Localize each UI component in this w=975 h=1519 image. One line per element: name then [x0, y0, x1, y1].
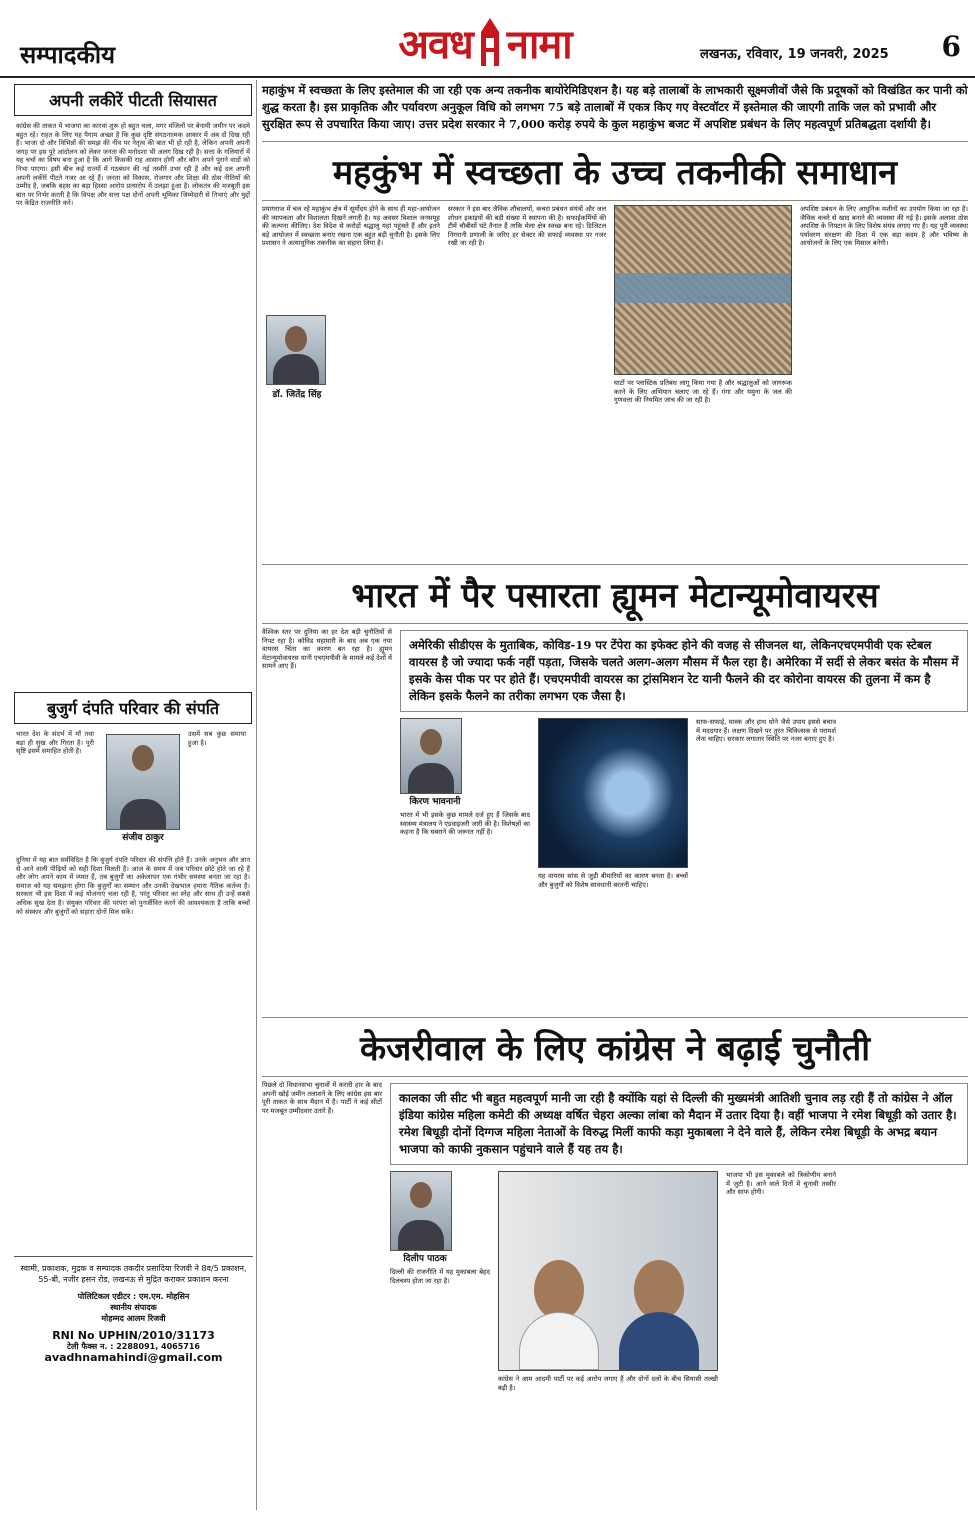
virus-image — [538, 718, 688, 868]
imprint-box — [14, 1256, 253, 1506]
author-story1-name: डॉ. जितेंद्र सिंह — [262, 387, 332, 400]
story3-col2 — [390, 1171, 490, 1519]
rni-number: RNI No UPHIN/2010/31173 — [52, 1329, 215, 1342]
story1-intro: महाकुंभ में स्वच्छता के लिए इस्तेमाल की जा रही एक अन्य तकनीक बायोरेमिडिएशन है। यह बड़े तालाबों के लाभकारी सूक्ष्मजीवों जैसे कि प्रदूषकों को विखंडित कर पानी को शुद्ध करता है। इस प्राकृतिक और पर्यावरण अनुकूल विधि को लगभग 75 बड़े तालाबों में एकत्र किए गए वेस्टवॉटर में इस्तेमाल की जाएगी ताकि जल को प्रभावी और सुरक्षित रूप से उपचारित किया जाए। उत्तर प्रदेश सरकार ने 7,000 करोड़ रुपये के कुल महाकुंभ बजट में अपशिष्ट प्रबंधन के लिए महत्वपूर्ण प्रतिबद्धता दर्शायी है। — [262, 83, 968, 131]
story3-headline: केजरीवाल के लिए कांग्रेस ने बढ़ाई चुनौती — [262, 1017, 968, 1077]
article2-title: बुजुर्ग दंपति परिवार की संपति — [14, 692, 252, 724]
story2-headline: भारत में पैर पसारता ह्यूमन मेटान्यूमोवायरस — [262, 564, 968, 624]
story2-highlight: अमेरिकी सीडीएस के मुताबिक, कोविड-19 पर टेंपेरा का इफेक्ट होने की वजह से सीजनल था, लेकिनएचएमपीवी एक स्टेबल वायरस है जो ज्यादा फर्क नहीं पड़ता, जिसके चलते अलग-अलग मौसम में फैल रहा है। अमेरिका में सर्दी से लेकर बसंत के मौसम में इसके केस पीक पर पर होते हैं। एचएमपीवी वायरस का ट्रांसमिशन रेट यानी फैलने की दर कोरोना वायरस की तुलना में कम है लेकिन इसके फैलने का तरीका लगभग एक जैसा है। — [400, 630, 968, 712]
story1-col3-text: घाटों पर प्लास्टिक प्रतिबंध लागू किया गया है और श्रद्धालुओं को जागरूक करने के लिए अभियान चलाए जा रहे हैं। गंगा और यमुना के जल की गुणवत्ता की नियमित जांच की जा रही है। — [614, 379, 792, 405]
author-story1-photo — [266, 315, 326, 385]
political-editor: पोलिटिकल एडीटर : एम.एम. मोहसिन — [77, 1292, 190, 1301]
page-number: 6 — [941, 30, 961, 63]
story3-col3 — [498, 1171, 718, 1519]
politician-left — [519, 1250, 599, 1370]
story2-right — [400, 628, 968, 1013]
story1-body — [262, 205, 968, 560]
story2-col3 — [538, 718, 688, 991]
author-story3-name: दिलीप पाठक — [390, 1251, 460, 1264]
politicians-photo — [498, 1171, 718, 1371]
story3-col3-text: कांग्रेस ने आम आदमी पार्टी पर कई आरोप लगाए हैं और दोनों दलों के बीच सियासी तल्खी बढ़ी है। — [498, 1375, 718, 1392]
logo-right-text: नामा — [506, 20, 572, 68]
main-content — [262, 80, 968, 1519]
left-column — [10, 80, 257, 1510]
article1-body: कांग्रेस की ताकत में भाजपा का कारवां शुरू हो बहुत चला, मगर मंजिलों पर बेनामी जमीन पर कदमे बहुत रहे। राहत के लिए यह पैगाम अच्छा है कि कुछ दृष्टि संगठनात्मक आकार में अब दो दिख रही हैं। भाजा दो और विभिन्नों की समझ की नींव पर नेतृत्व की बात भी हो रही है, लेकिन अपनी अपनी जगह पर इस पूरे आंदोलन को लेकर जनता की मनोदशा भी अलग दिख रही है। सत्ता के गलियारों में यह चर्चा का विषय बना हुआ है कि आगे किसकी राह आसान होगी और कौन अपने पुराने वादों को निभा पाएगा। इसी बीच कई राज्यों में गठबंधन की नई तस्वीरें उभर रही हैं और कई दल अपनी अपनी लकीरें पीटते नजर आ रहे हैं। जनता को विकास, रोजगार और शिक्षा की ठोस नीतियों की उम्मीद है, जबकि बहस का बड़ा हिस्सा आरोप प्रत्यारोप में उलझा हुआ है। लोकतंत्र की मजबूती इस बात पर निर्भर करती है कि विपक्ष और सत्ता पक्ष दोनों अपनी भूमिका जिम्मेदारी से निभाएं और मुद्दों पर केंद्रित राजनीति करें। — [16, 122, 250, 208]
story2-col2-text: भारत में भी इसके कुछ मामले दर्ज हुए हैं जिसके बाद स्वास्थ्य मंत्रालय ने एडवाइजरी जारी की है। विशेषज्ञों का कहना है कि घबराने की जरूरत नहीं है। — [400, 811, 530, 837]
story1-col2: सरकार ने इस बार जैविक शौचालयों, कचरा प्रबंधन संयंत्रों और जल शोधन इकाइयों की बड़ी संख्या में स्थापना की है। सफाईकर्मियों की टीमें चौबीसों घंटे तैनात हैं ताकि मेला क्षेत्र स्वच्छ बना रहे। डिजिटल निगरानी प्रणाली के जरिए हर सेक्टर की सफाई व्यवस्था पर नजर रखी जा रही है। — [447, 205, 607, 248]
story2-col1-text: वैश्विक स्तर पर दुनिया का हर देश बड़ी चुनौतियों से निपट रहा है। कोविड महामारी के बाद अब एक नया वायरस चिंता का कारण बन रहा है। ह्यूमन मेटान्यूमोवायरस यानी एचएमपीवी के मामले कई देशों में सामने आए हैं। — [262, 628, 392, 671]
story2-col3-text: यह वायरस सांस से जुड़ी बीमारियों का कारण बनता है। बच्चों और बुजुर्गों को विशेष सावधानी बरतनी चाहिए। — [538, 872, 688, 889]
phone-number: टेली फैक्स न. : 2288091, 4065716 — [67, 1342, 200, 1351]
article2-lead-text: भारत देश के संदर्भ में माँ तथा बड़ा ही सुख और गिरता है। पूरी सृष्टि इसमें समाहित होती है। — [16, 730, 94, 756]
newspaper-logo — [380, 14, 590, 70]
story1-col4: अपशिष्ट प्रबंधन के लिए आधुनिक मशीनों का उपयोग किया जा रहा है। जैविक कचरे से खाद बनाने की व्यवस्था की गई है। इसके अलावा ठोस अपशिष्ट के निपटान के लिए विशेष संयंत्र लगाए गए हैं। यह पूरी व्यवस्था पर्यावरण संरक्षण की दिशा में एक बड़ा कदम है और भविष्य के आयोजनों के लिए एक मिसाल बनेगी। — [799, 205, 968, 248]
author1-photo — [106, 734, 180, 830]
article2-body: दुनिया में यह बात सर्वविदित है कि बुजुर्ग दंपति परिवार की संपत्ति होते हैं। उनके अनुभव और ज्ञान से आने वाली पीढ़ियों को सही दिशा मिलती है। आज के समय में जब परिवार छोटे होते जा रहे हैं और लोग अपने काम में व्यस्त हैं, तब बुजुर्गों का अकेलापन एक गंभीर समस्या बनता जा रहा है। समाज को यह समझना होगा कि बुजुर्गों का सम्मान और उनकी देखभाल हमारा नैतिक कर्तव्य है। सरकार भी इस दिशा में कई योजनाएं चला रही है, परंतु परिवार का स्नेह और साथ ही उन्हें सबसे अधिक सुख देता है। संयुक्त परिवार की परंपरा को पुनर्जीवित करने की आवश्यकता है ताकि बच्चों को संस्कार और बुजुर्गों को सहारा दोनों मिल सकें। — [16, 856, 250, 916]
local-editor-label: स्थानीय संपादक — [110, 1303, 157, 1312]
dateline: लखनऊ, रविवार, 19 जनवरी, 2025 — [700, 47, 889, 62]
story3-col2-text: दिल्ली की राजनीति में यह मुकाबला बेहद दिलचस्प होता जा रहा है। — [390, 1268, 490, 1285]
story3-col4: भाजपा भी इस मुकाबले को त्रिकोणीय बनाने में जुटी है। आने वाले दिनों में चुनावी तस्वीर और साफ होगी। — [726, 1171, 836, 1197]
article2-lead — [10, 730, 256, 850]
story2-col1 — [262, 628, 392, 1013]
story3-right — [390, 1081, 968, 1519]
story1-col1 — [262, 205, 440, 560]
story1-headline: महकुंभ में स्वच्छता के उच्च तकनीकी समाधान — [262, 141, 968, 201]
local-editor-name: मोहम्मद आलम रिजवी — [101, 1314, 166, 1323]
story3-highlight: कालका जी सीट भी बहुत महत्वपूर्ण मानी जा रही है क्योंकि यहां से दिल्ली की मुख्यमंत्री आतिशी चुनाव लड़ रही हैं तो कांग्रेस ने ऑल इंडिया कांग्रेस महिला कमेटी की अध्यक्ष वर्षित चेहरा अल्का लांबा को मैदान में उतार दिया है। वहीं भाजपा ने रमेश बिधूड़ी को उतार है। रमेश बिधूड़ी दोनों दिग्गज महिला नेताओं के विरुद्ध मिलीं काफी कड़ा मुकाबला ने देने वाले हैं, लेकिन रमेश बिधूड़ी के अभद्र बयान भाजपा को काफी नुकसान पहुंचाने वाले हैं यह तय है। — [390, 1083, 968, 1165]
article2-lead-text-right: उसमें सब कुछ समाया हुआ है। — [188, 730, 246, 747]
story3-cols — [390, 1171, 968, 1519]
masthead — [0, 0, 975, 78]
author-story2-name: किरण भावनानी — [400, 794, 470, 807]
story3-body — [262, 1081, 968, 1519]
story1-col3 — [614, 205, 792, 560]
kumbh-crowd-photo — [614, 205, 792, 375]
imprint-line: स्वामी, प्रकाशक, मुद्रक व सम्पादक तकदीर प्रसादिया रिजवी ने 8व/5 प्रकाशन, 55-बी, नजीर हसन रोड, लखनऊ से मुद्रित कराकर प्रकाशन करना — [20, 1264, 247, 1284]
logo-left-text: अवध — [398, 20, 473, 68]
politician-right — [619, 1250, 699, 1370]
author-story3-photo — [390, 1171, 452, 1251]
story3-col1: पिछले दो विधानसभा चुनावों में करारी हार के बाद अपनी खोई जमीन तलाशने के लिए कांग्रेस इस बार पूरी ताकत के साथ मैदान में है। पार्टी ने कई सीटों पर मजबूत उम्मीदवार उतारे हैं। — [262, 1081, 382, 1115]
email-link[interactable]: avadhnamahindi@gmail.com — [44, 1351, 223, 1364]
story2-body — [262, 628, 968, 1013]
story1-col1-text: प्रयागराज में चल रहे महाकुंभ क्षेत्र में सूर्योदय होने के साथ ही महा-आयोजन की व्यापकता और विशालता दिखने लगती है। यह अवसर विशाल जनसमूह की कल्पना कीजिए। देश विदेश से करोड़ों श्रद्धालु यहां पहुंचते हैं और इतने बड़े आयोजन में स्वच्छता बनाए रखना एक बहुत बड़ी चुनौती है। इसके लिए प्रशासन ने अत्याधुनिक तकनीक का सहारा लिया है। — [262, 205, 440, 248]
article1-title: अपनी लकीरें पीटती सियासत — [14, 84, 252, 116]
story2-col2 — [400, 718, 530, 991]
story2-cols — [400, 718, 968, 991]
section-title: सम्पादकीय — [20, 40, 116, 69]
tower-icon — [477, 18, 503, 66]
author1-name: संजीव ठाकुर — [106, 830, 180, 843]
story2-col4: साफ-सफाई, मास्क और हाथ धोने जैसे उपाय इससे बचाव में मददगार हैं। लक्षण दिखने पर तुरंत चिकित्सक से परामर्श लेना चाहिए। सरकार लगातार स्थिति पर नजर बनाए हुए है। — [696, 718, 836, 744]
author-story2-photo — [400, 718, 462, 794]
